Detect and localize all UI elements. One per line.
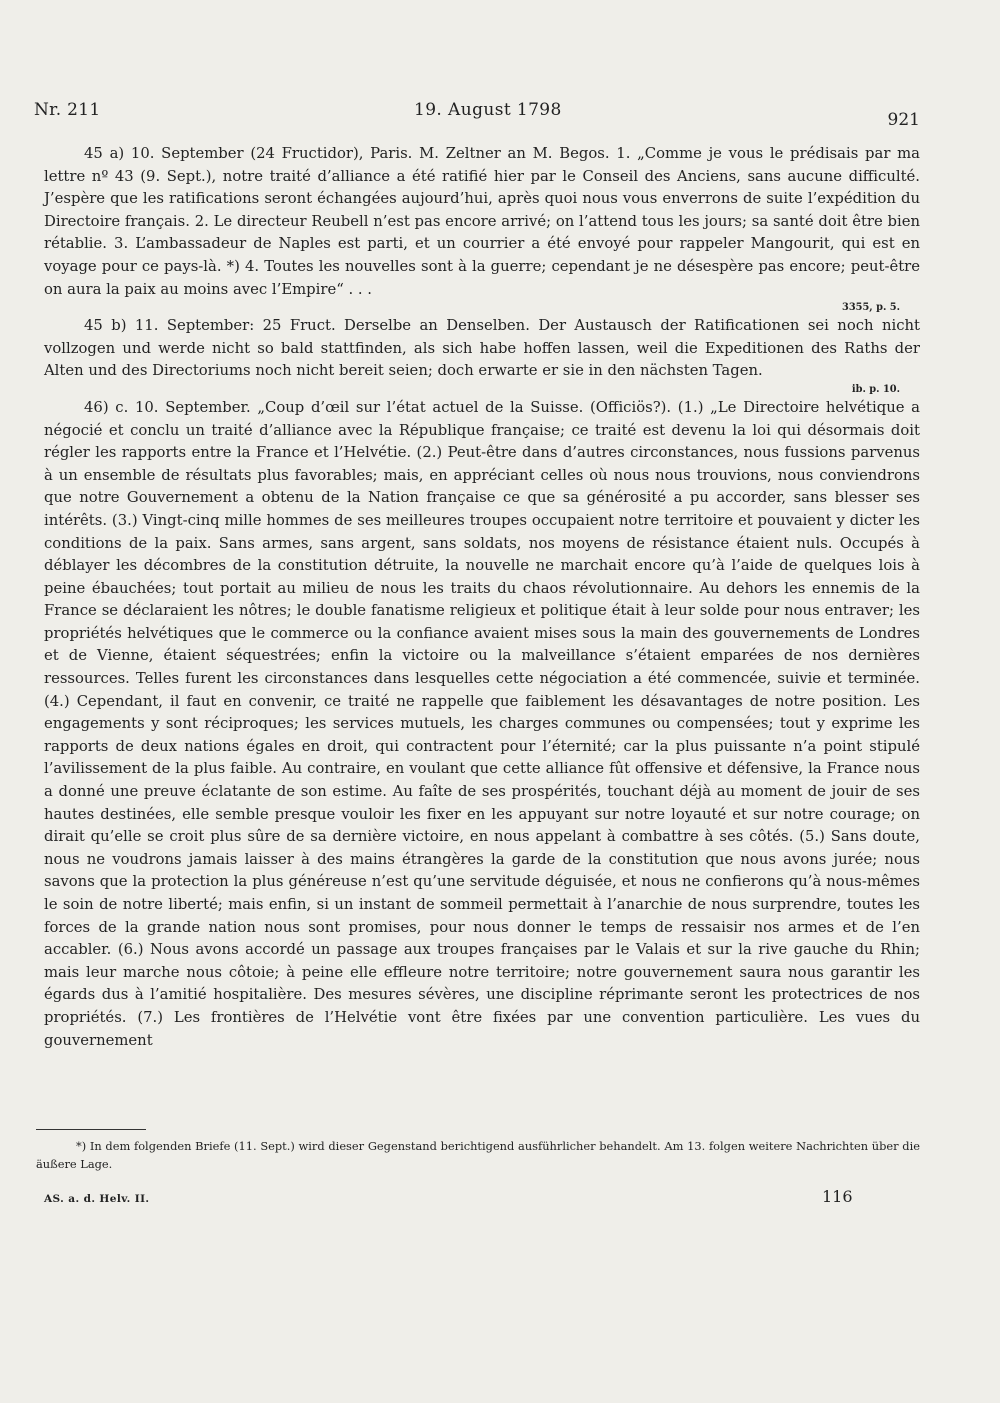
main-text xyxy=(44,143,920,1052)
entry-46: 46) c. 10. September. „Coup d’œil sur l’état actuel de la Suisse. (Officiös?). (1.) „Le Directoire helvétique a négocié et conclu un traité d’alliance avec la République française; ce traité est devenu la loi qui désormais doit régler les rapports entre la France et l’Helvétie. (2.) Peut-être dans d’autres circonstances, nous fussions parvenus à un ensemble de résultats plus favorables; mais, en appréciant celles où nous nous trouvions, nous conviendrons que notre Gouvernement a obtenu de la Nation française ce que sa générosité a pu accorder, sans blesser ses intérêts. (3.) Vingt-cinq mille hommes de ses meilleures troupes occupaient notre territoire et pouvaient y dicter les conditions de la paix. Sans armes, sans argent, sans soldats, nos moyens de résistance étaient nuls. Occupés à déblayer les décombres de la constitution détruite, la nouvelle ne marchait encore qu’à l’aide de quelques lois à peine ébauchées; tout portait au milieu de nous les traits du chaos révolutionnaire. Au dehors les ennemis de la France se déclaraient les nôtres; le double fanatisme religieux et politique était à leur solde pour nous entraver; les propriétés helvétiques que le commerce ou la confiance avaient mises sous la main des gouvernements de Londres et de Vienne, étaient séquestrées; enfin la victoire ou la malveillance s’étaient emparées de nos dernières ressources. Telles furent les circonstances dans lesquelles cette négociation a été commencée, suivie et terminée. (4.) Cependant, il faut en convenir, ce traité ne rappelle que faiblement les désavantages de notre position. Les engagements y sont réciproques; les services mutuels, les charges communes ou compensées; tout y exprime les rapports de deux nations égales en droit, qui contractent pour l’éternité; car la plus puissante n’a point stipulé l’avilissement de la plus faible. Au contraire, en voulant que cette alliance fût offensive et défensive, la France nous a donné une preuve éclatante de son estime. Au faîte de ses prospérités, touchant déjà au moment de jouir de ses hautes destinées, elle semble presque vouloir les fixer en les appuyant sur notre loyauté et sur notre courage; on dirait qu’elle se croit plus sûre de sa dernière victoire, en nous appelant à combattre à ses côtés. (5.) Sans doute, nous ne voudrons jamais laisser à des mains étrangères la garde de la constitution que nous avons jurée; nous savons que la protection la plus généreuse n’est qu’une servitude déguisée, et nous ne confierons qu’à nous-mêmes le soin de notre liberté; mais enfin, si un instant de sommeil permettait à l’anarchie de nous surprendre, toutes les forces de la grande nation nous sont promises, pour nous donner le temps de ressaisir nos armes et de l’en accabler. (6.) Nous avons accordé un passage aux troupes françaises par le Valais et sur la rive gauche du Rhin; mais leur marche nous côtoie; à peine elle effleure notre territoire; notre gouvernement saura nous garantir les égards dus à l’amitié hospitalière. Des mesures sévères, une discipline réprimante seront les protectrices de nos propriétés. (7.) Les frontières de l’Helvétie vont être fixées par une convention particulière. Les vues du gouvernement xyxy=(44,398,920,1049)
footnote: *) In dem folgenden Briefe (11. Sept.) wird dieser Gegenstand berichtigend ausführlicher behandelt. Am 13. folgen weitere Nachrichten über die äußere Lage. xyxy=(36,1139,920,1171)
entry-45b: 45 b) 11. September: 25 Fruct. Derselbe an Denselben. Der Austausch der Ratificationen sei noch nicht vollzogen und werde nicht so bald stattfinden, als sich habe hoffen lassen, weil die Expeditionen des Raths der Alten und des Directoriums noch nicht bereit seien; doch erwarte er sie in den nächsten Tagen. xyxy=(44,317,920,380)
source-reference-45a: 3355, p. 5. xyxy=(842,302,900,314)
document-number: Nr. 211 xyxy=(34,100,101,120)
running-header xyxy=(34,100,920,132)
entry-45a: 45 a) 10. September (24 Fructidor), Paris. M. Zeltner an M. Begos. 1. „Comme je vous le prédisais par ma lettre nº 43 (9. Sept.), notre traité d’alliance a été ratifié hier par le Conseil des Anciens, sans aucune difficulté. J’espère que les ratifications seront échangées aujourd’hui, après quoi nous vous enverrons de suite l’expédition du Directoire français. 2. Le directeur Reubell n’est pas encore arrivé; on l’attend tous les jours; sa santé doit être bien rétablie. 3. L’ambassadeur de Naples est parti, et un courrier a été envoyé pour rappeler Mangourit, qui est en voyage pour ce pays-là. *) 4. Toutes les nouvelles sont à la guerre; cependant je ne désespère pas encore; peut-être on aura la paix au moins avec l’Empire“ . . . xyxy=(44,145,920,298)
header-date: 19. August 1798 xyxy=(414,100,562,120)
page-number: 921 xyxy=(887,110,920,130)
footnote-divider xyxy=(36,1129,146,1130)
signature-mark: AS. a. d. Helv. II. xyxy=(44,1193,150,1205)
sheet-number: 116 xyxy=(822,1187,853,1206)
source-reference-45b: ib. p. 10. xyxy=(851,383,900,395)
